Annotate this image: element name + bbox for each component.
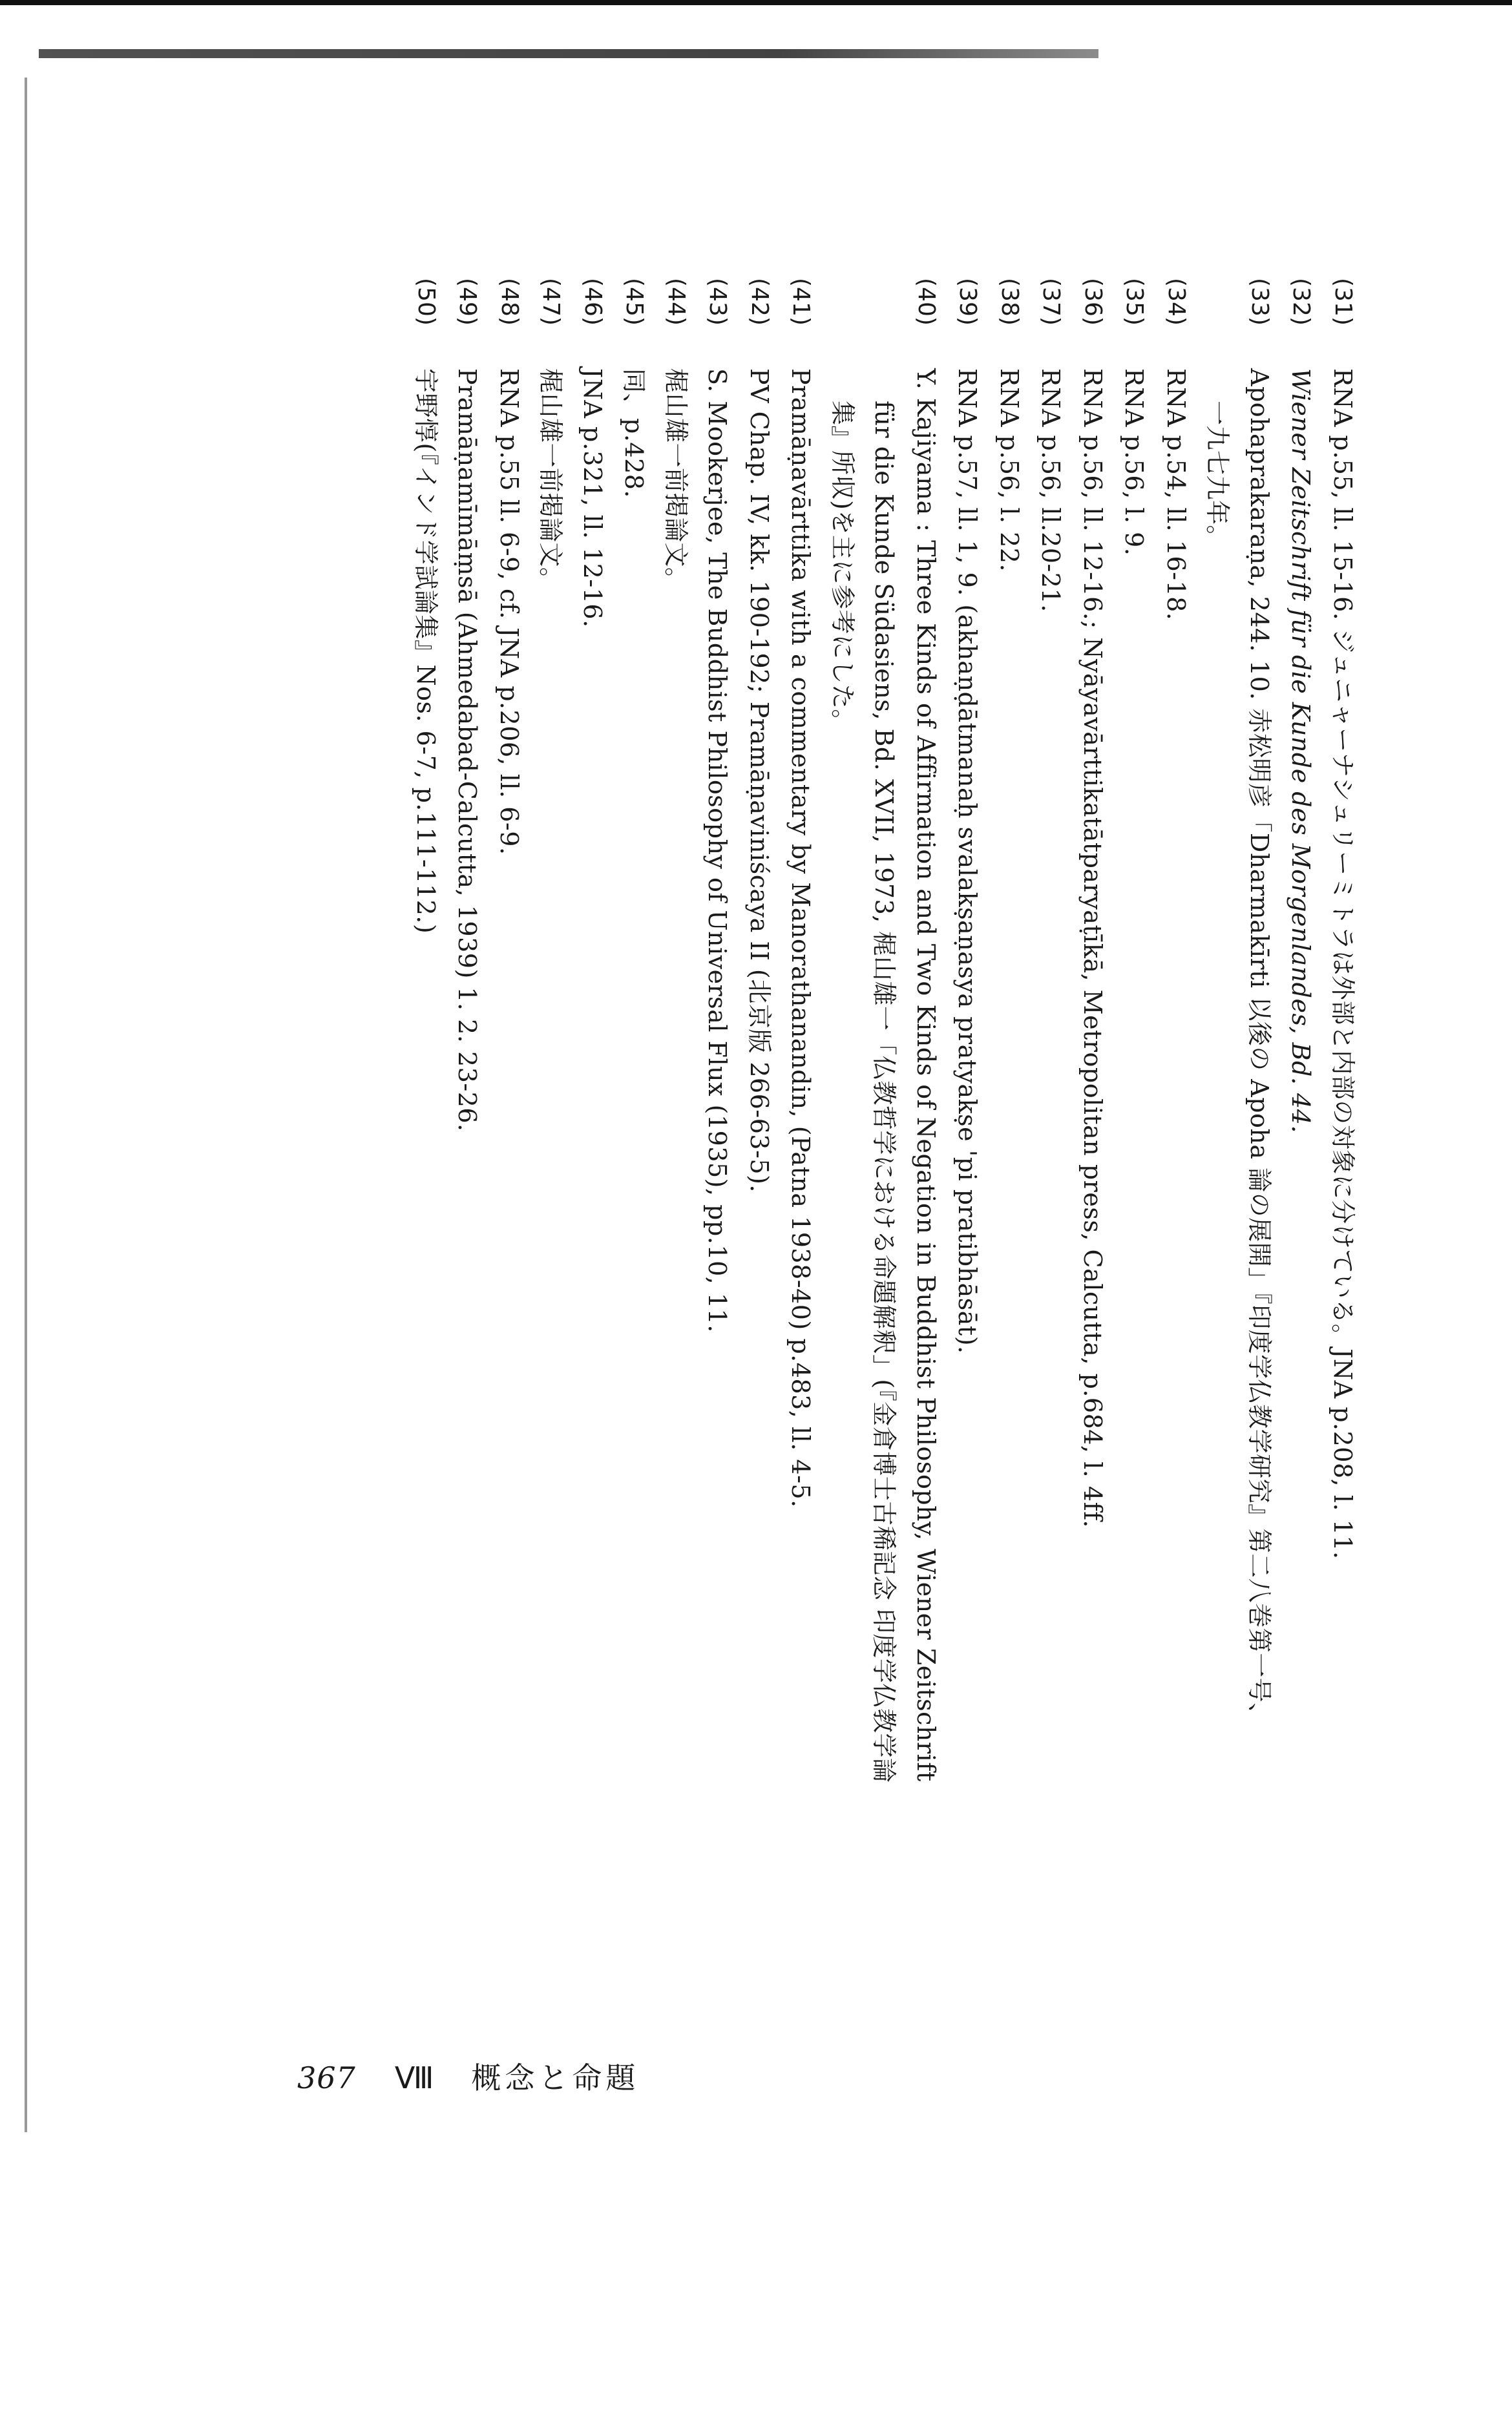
- chapter-title: Ⅷ 概念と命題: [394, 2060, 640, 2095]
- note-text: RNA p.56, ll.20-21.: [1036, 368, 1066, 613]
- note-text: RNA p.55 ll. 6-9, cf. JNA p.206, ll. 6-9.: [495, 368, 523, 855]
- note-number: (40): [913, 278, 940, 326]
- note-text: PV Chap. IV, kk. 190-192; Pramāṇaviniścaya II (北京版 266-63-5).: [745, 368, 773, 1193]
- note-40: [905, 278, 947, 2410]
- note-text: 梶山雄一前掲論文。: [662, 368, 690, 592]
- note-41: [780, 278, 822, 2410]
- note-text: 梶山雄一前掲論文。: [536, 368, 565, 592]
- note-43: [697, 278, 739, 2410]
- note-text: RNA p.57, ll. 1, 9. (akhaṇḍātmanaḥ svalakṣaṇasya pratyakṣe 'pi pratibhāsāt).: [953, 368, 982, 1354]
- note-text: Wiener Zeitschrift für die Kunde des Morgenlandes, Bd. 44.: [1286, 368, 1316, 1133]
- note-number: (39): [954, 278, 982, 326]
- note-42: [739, 278, 781, 2410]
- note-number: (37): [1038, 278, 1065, 326]
- note-31: [1322, 278, 1364, 2410]
- note-36: [1072, 278, 1114, 2410]
- note-number: (31): [1330, 278, 1356, 326]
- note-number: (38): [996, 278, 1023, 326]
- note-35: [1113, 278, 1155, 2410]
- note-number: (46): [580, 278, 606, 326]
- note-text: Pramāṇamīmāṃsā (Ahmedabad-Calcutta, 1939) 1. 2. 23-26.: [453, 368, 482, 1132]
- note-text: RNA p.56, l. 9.: [1120, 368, 1149, 556]
- note-number: (36): [1080, 278, 1106, 326]
- note-44: [655, 278, 697, 2410]
- note-number: (49): [454, 278, 481, 326]
- note-number: (44): [663, 278, 689, 326]
- note-37: [1030, 278, 1072, 2410]
- note-text: RNA p.55, ll. 15-16. ジュニャーナシュリーミトラは外部と内部の対象に分けている。JNA p.208, l. 11.: [1328, 368, 1357, 1560]
- note-number: (34): [1163, 278, 1190, 326]
- note-39: [947, 278, 989, 2410]
- note-number: (32): [1288, 278, 1315, 326]
- note-number: (45): [621, 278, 648, 326]
- note-number: (41): [788, 278, 815, 326]
- note-text: Pramāṇavārttika with a commentary by Manorathanandin, (Patna 1938-40) p.483, ll. 4-5.: [786, 368, 815, 1508]
- note-text: für die Kunde Südasiens, Bd. XVII, 1973, 梶山雄一「仏教哲学における命題解釈」(『金倉博士古稀記念 印度学仏教学論: [870, 401, 899, 1783]
- note-number: (50): [413, 278, 439, 326]
- note-text: Apohaprakaraṇa, 244. 10. 赤松明彦「Dharmakīrti 以後の Apoha 論の展開」『印度学仏教学研究』第二八巻第一号、: [1245, 368, 1274, 1728]
- note-32: [1280, 278, 1322, 2410]
- note-text: RNA p.56, ll. 12-16.; Nyāyavārttikatātparyaṭīkā, Metropolitan press, Calcutta, p.684, l. 4ff.: [1078, 368, 1107, 1528]
- note-40-continued: [863, 278, 905, 2410]
- note-number: (48): [496, 278, 523, 326]
- note-text: 宇野惇(『インド学試論集』Nos. 6-7, p.111-112.): [412, 368, 440, 934]
- note-text: RNA p.56, l. 22.: [995, 368, 1024, 572]
- note-33-continued: [1197, 278, 1239, 2410]
- note-number: (33): [1246, 278, 1273, 326]
- note-text: 一九七九年。: [1203, 401, 1232, 550]
- note-text: 同、p.428.: [620, 368, 649, 499]
- note-number: (35): [1121, 278, 1148, 326]
- note-34: [1155, 278, 1197, 2410]
- note-text: 集』所収)を主に参考にした。: [828, 401, 857, 734]
- note-number: (43): [704, 278, 731, 326]
- note-40-continued: [822, 278, 864, 2410]
- page-footer: [297, 2055, 639, 2097]
- note-38: [989, 278, 1031, 2410]
- note-text: Y. Kajiyama : Three Kinds of Affirmation and Two Kinds of Negation in Buddhist Philosophy, Wiener Zeitschrift: [912, 368, 940, 1782]
- note-text: JNA p.321, ll. 12-16.: [578, 368, 607, 628]
- page-number: 367: [297, 2060, 356, 2095]
- note-number: (42): [746, 278, 773, 326]
- note-number: (47): [538, 278, 565, 326]
- note-33: [1239, 278, 1281, 2410]
- note-text: S. Mookerjee, The Buddhist Philosophy of Universal Flux (1935), pp.10, 11.: [703, 368, 732, 1333]
- note-text: RNA p.54, ll. 16-18.: [1162, 368, 1190, 621]
